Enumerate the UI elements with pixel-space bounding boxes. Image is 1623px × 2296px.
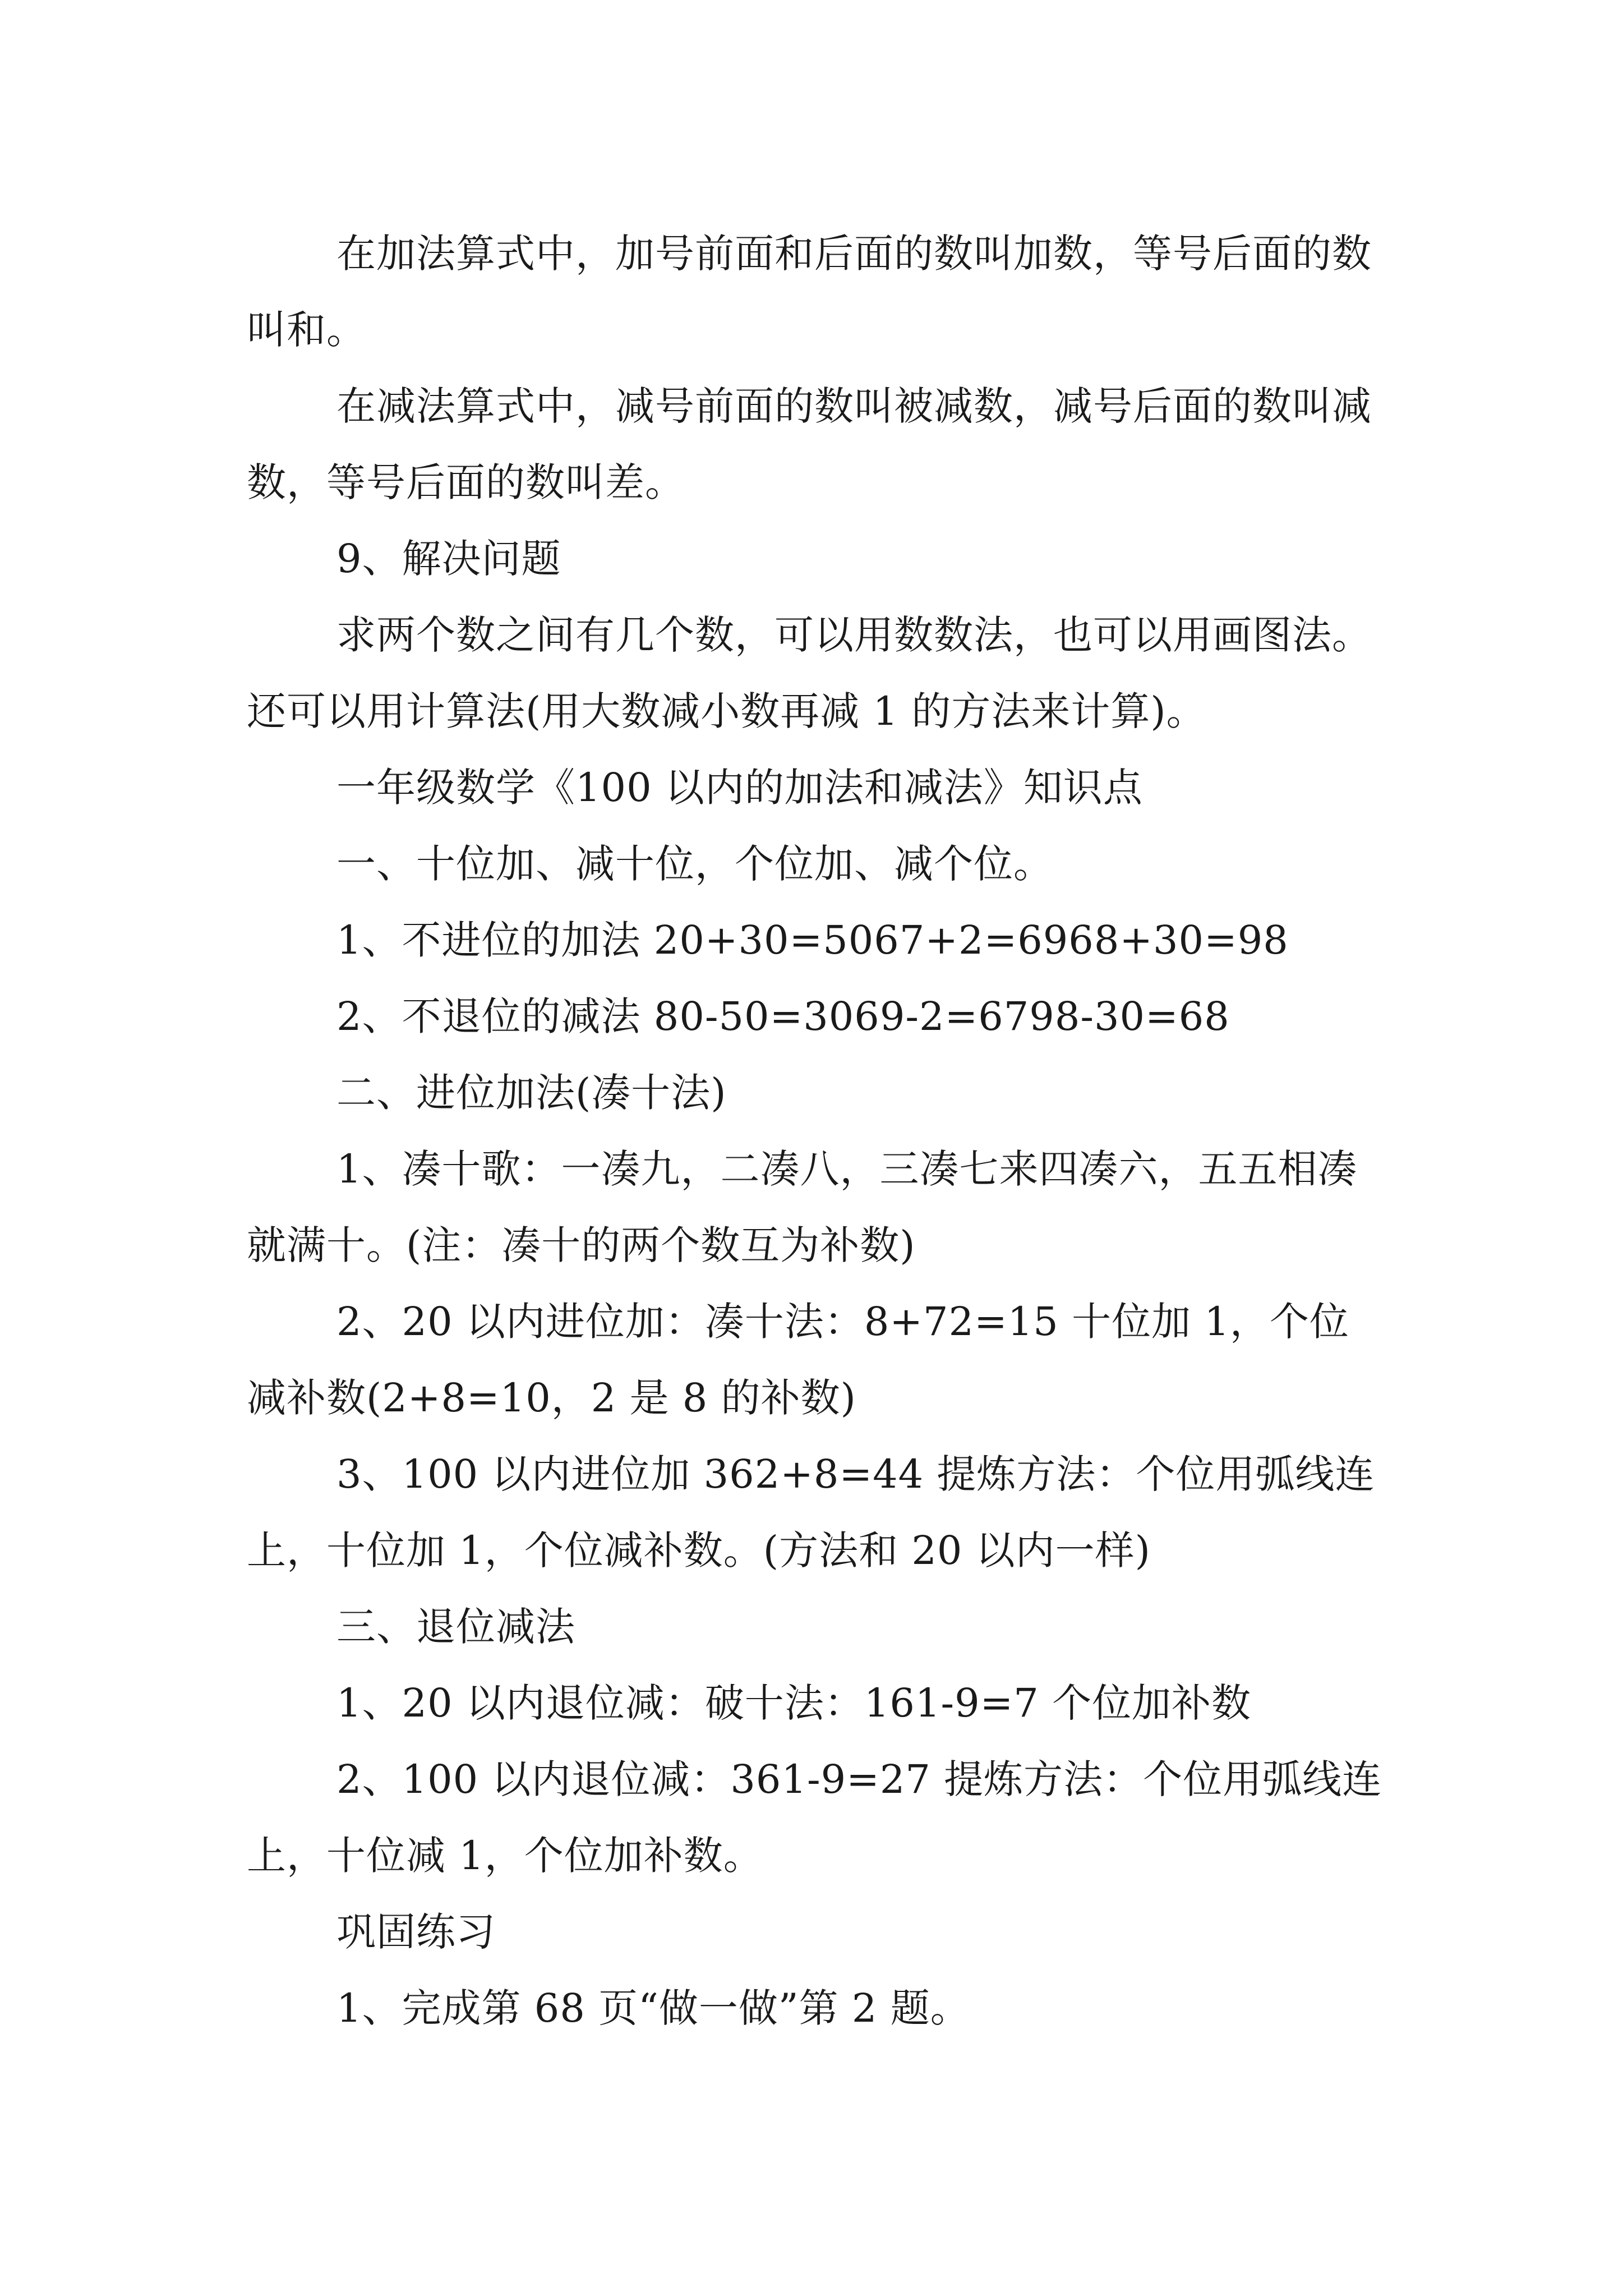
paragraph-within-100-carry: 3、100 以内进位加 362+8=44 提炼方法：个位用弧线连上，十位加 1，个位减补数。(方法和 20 以内一样) bbox=[247, 1451, 1375, 1573]
paragraph-within-100-borrow: 2、100 以内退位减：361-9=27 提炼方法：个位用弧线连上，十位减 1，个位加补数。 bbox=[247, 1756, 1382, 1879]
section-heading-practice: 巩固练习 bbox=[336, 1909, 496, 1955]
paragraph-subtraction-terms: 在减法算式中，减号前面的数叫被减数，减号后面的数叫减数，等号后面的数叫差。 bbox=[247, 383, 1372, 505]
section-heading-problem-solving: 9、解决问题 bbox=[336, 536, 561, 582]
paragraph-counting-methods: 求两个数之间有几个数，可以用数数法，也可以用画图法。还可以用计算法(用大数减小数再减 1 的方法来计算)。 bbox=[247, 612, 1372, 734]
paragraph-no-carry-addition: 1、不进位的加法 20+30=5067+2=6968+30=98 bbox=[336, 917, 1289, 963]
section-heading-borrow-subtraction: 三、退位减法 bbox=[336, 1604, 575, 1650]
section-heading-carry-addition: 二、进位加法(凑十法) bbox=[336, 1070, 727, 1116]
paragraph-no-borrow-subtraction: 2、不退位的减法 80-50=3069-2=6798-30=68 bbox=[336, 993, 1230, 1039]
paragraph-within-20-borrow: 1、20 以内退位减：破十法：161-9=7 个位加补数 bbox=[336, 1680, 1252, 1726]
paragraph-practice-item-1: 1、完成第 68 页“做一做”第 2 题。 bbox=[336, 1985, 970, 2031]
paragraph-make-ten-song: 1、凑十歌：一凑九，二凑八，三凑七来四凑六，五五相凑就满十。(注：凑十的两个数互为补数) bbox=[247, 1146, 1358, 1268]
document-body bbox=[247, 215, 1384, 2046]
paragraph-addition-terms: 在加法算式中，加号前面和后面的数叫加数，等号后面的数叫和。 bbox=[247, 231, 1372, 353]
section-heading-tens-ones: 一、十位加、减十位，个位加、减个位。 bbox=[336, 841, 1053, 887]
paragraph-within-20-carry: 2、20 以内进位加：凑十法：8+72=15 十位加 1，个位减补数(2+8=10，2 是 8 的补数) bbox=[247, 1299, 1349, 1421]
section-title-knowledge-points: 一年级数学《100 以内的加法和减法》知识点 bbox=[336, 765, 1143, 811]
